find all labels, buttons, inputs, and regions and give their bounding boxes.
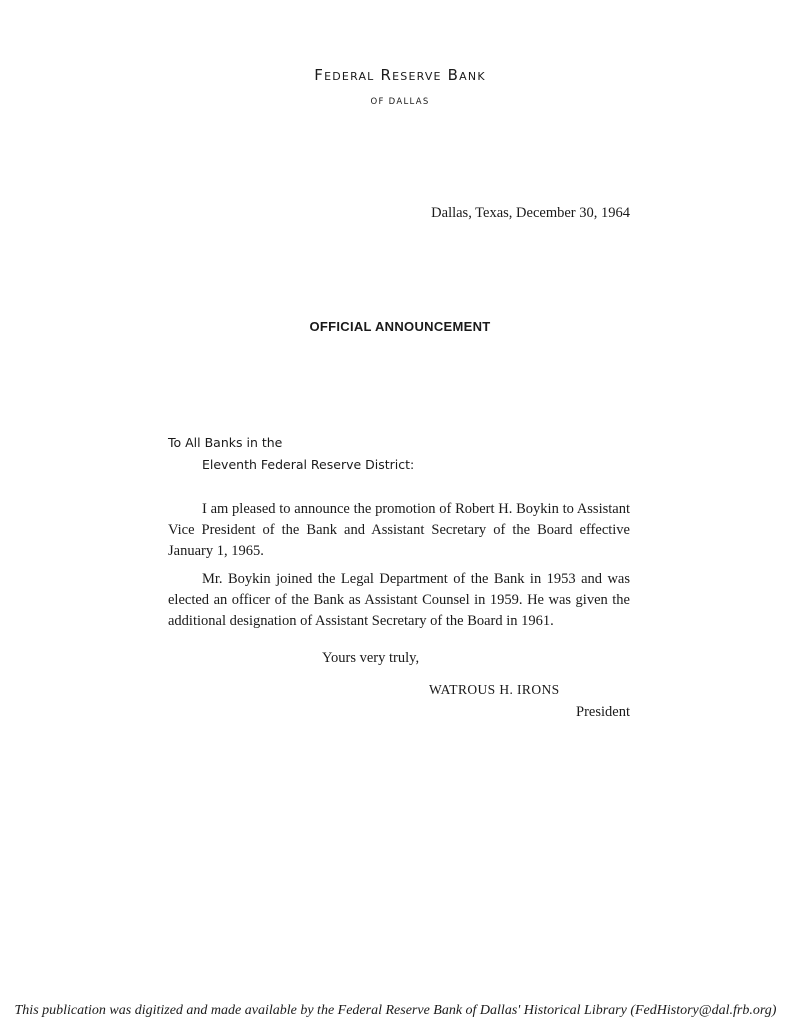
closing: Yours very truly, (322, 650, 420, 666)
letterhead-title: Federal Reserve Bank (314, 66, 486, 84)
salutation-line-2: Eleventh Federal Reserve District: (202, 457, 415, 472)
paragraph-text: Mr. Boykin joined the Legal Department of the Bank in 1953 and was elected an officer of the Bank as Assistant Counsel in 1959. He was given the additional designation of Assistant Secretary of the Board in 1961. (168, 571, 630, 629)
letterhead-subtitle: OF DALLAS (370, 97, 430, 107)
body-paragraph-1 (168, 499, 630, 562)
signer-title: President (576, 704, 630, 720)
salutation-line-1: To All Banks in the (168, 435, 283, 450)
salutation (168, 432, 414, 476)
body-paragraph-2 (168, 569, 630, 632)
paragraph-text: I am pleased to announce the promotion of Robert H. Boykin to Assistant Vice President of the Bank and Assistant Secretary of the Board effective January 1, 1965. (168, 501, 630, 559)
footer-note: This publication was digitized and made available by the Federal Reserve Bank of Dallas' Historical Library (FedHistory@dal.frb.org) (14, 1003, 777, 1018)
dateline: Dallas, Texas, December 30, 1964 (431, 205, 630, 221)
document-title: OFFICIAL ANNOUNCEMENT (309, 319, 491, 334)
signer-name: WATROUS H. IRONS (429, 682, 560, 697)
